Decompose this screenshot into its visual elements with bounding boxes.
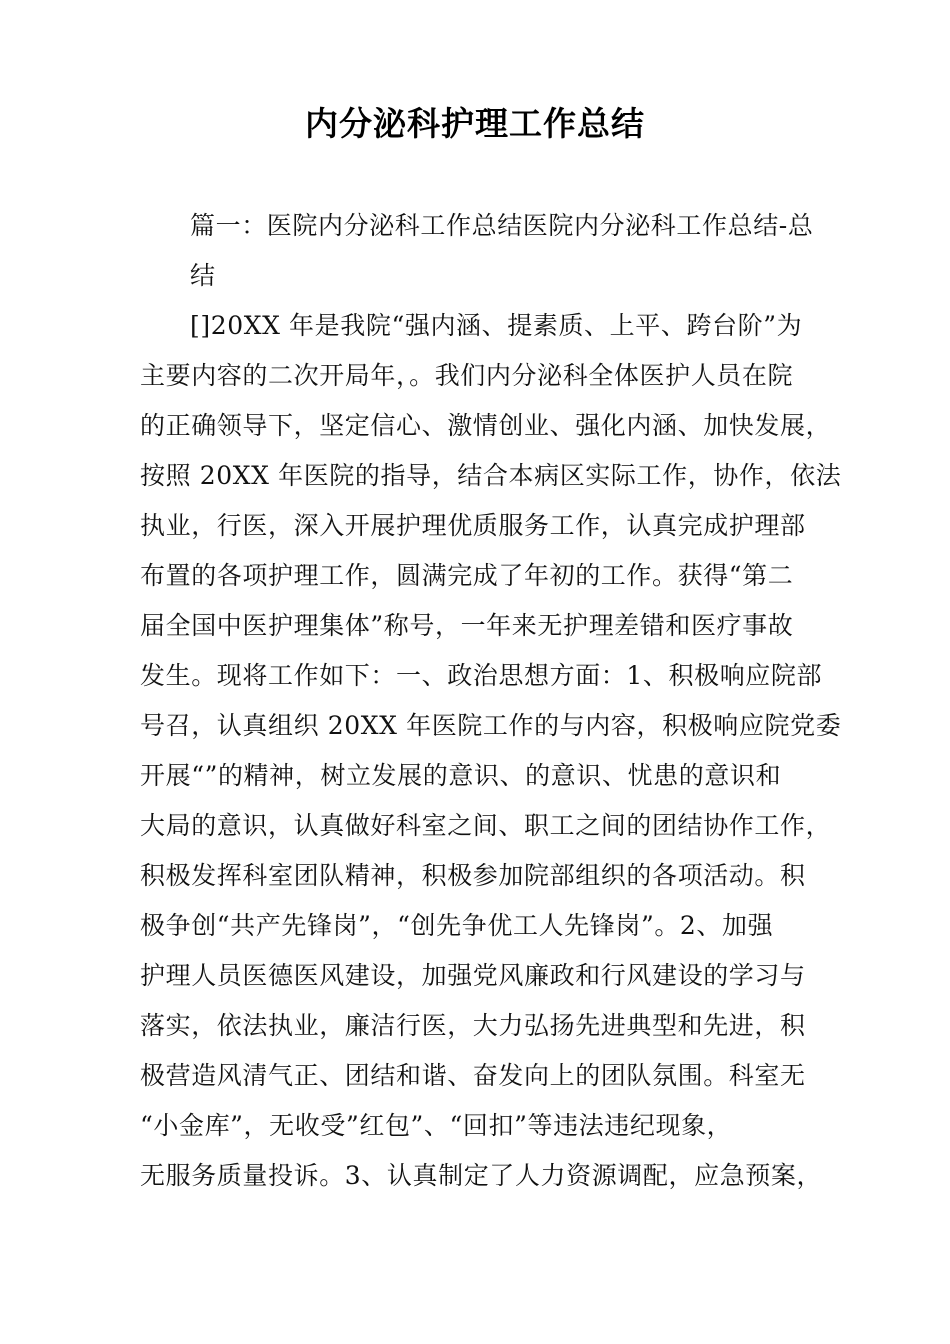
body-line-18: 无服务质量投诉。3、认真制定了人力资源调配，应急预案， <box>140 1161 823 1190</box>
body-line-13: 极争创“共产先锋岗”，“创先争优工人先锋岗”。2、加强 <box>140 911 774 940</box>
body-line-7: 届全国中医护理集体”称号，一年来无护理差错和医疗事故 <box>140 611 794 640</box>
body-line-6: 布置的各项护理工作，圆满完成了年初的工作。获得“第二 <box>140 561 794 590</box>
body-line-15: 落实，依法执业，廉洁行医，大力弘扬先进典型和先进，积 <box>140 1011 806 1040</box>
body-line-14: 护理人员医德医风建设，加强党风廉政和行风建设的学习与 <box>140 961 806 990</box>
body-line-10: 开展“”的精神，树立发展的意识、的意识、忧患的意识和 <box>140 761 782 790</box>
body-line-17: “小金库”，无收受”红包”、“回扣”等违法违纪现象， <box>140 1111 733 1140</box>
body-line-4: 按照 20XX 年医院的指导，结合本病区实际工作，协作，依法 <box>140 461 842 490</box>
body-line-12: 积极发挥科室团队精神，积极参加院部组织的各项活动。积 <box>140 861 806 890</box>
body-line-3: 的正确领导下，坚定信心、激情创业、强化内涵、加快发展， <box>140 411 832 440</box>
body-line-8: 发生。现将工作如下：一、政治思想方面：1、积极响应院部 <box>140 661 823 690</box>
body-line-5: 执业，行医，深入开展护理优质服务工作，认真完成护理部 <box>140 511 806 540</box>
subtitle-line-1: 篇一：医院内分泌科工作总结医院内分泌科工作总结-总 <box>190 211 814 240</box>
body-line-1: []20XX 年是我院“强内涵、提素质、上平、跨台阶”为 <box>190 311 803 340</box>
subtitle-line-2: 结 <box>190 261 216 290</box>
body-line-16: 极营造风清气正、团结和谐、奋发向上的团队氛围。科室无 <box>140 1061 806 1090</box>
body-line-11: 大局的意识，认真做好科室之间、职工之间的团结协作工作， <box>140 811 832 840</box>
page-title: 内分泌科护理工作总结 <box>305 104 645 143</box>
body-line-9: 号召，认真组织 20XX 年医院工作的与内容，积极响应院党委 <box>140 711 842 740</box>
body-line-2: 主要内容的二次开局年，。我们内分泌科全体医护人员在院 <box>140 361 794 390</box>
